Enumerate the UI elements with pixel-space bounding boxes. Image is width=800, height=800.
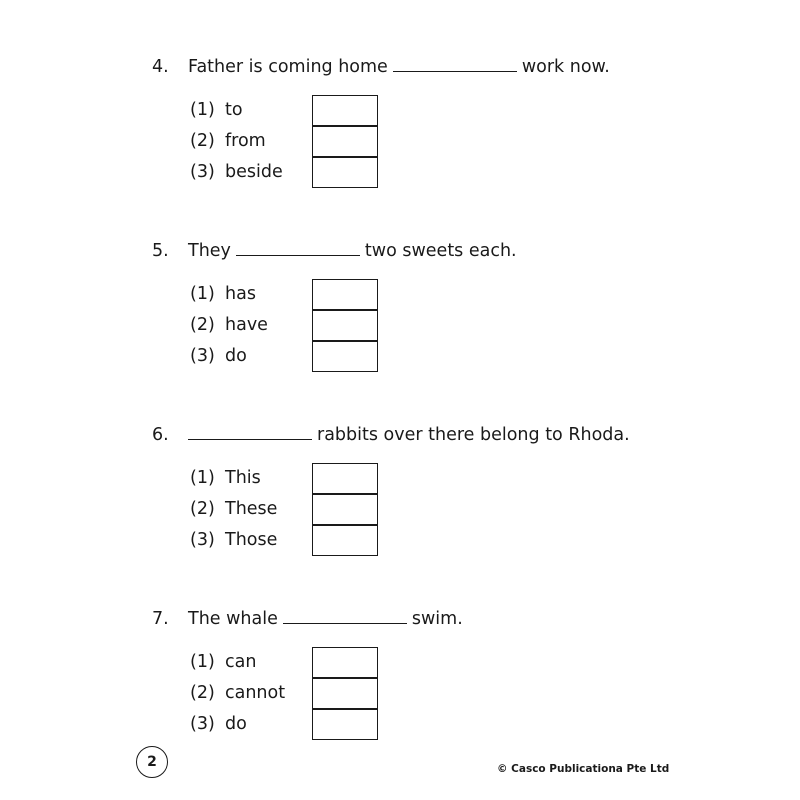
page-number: 2 [136, 746, 168, 778]
question-stem [152, 421, 752, 447]
option-label: (3) [190, 162, 215, 182]
answer-box[interactable] [312, 126, 378, 157]
option-label: (2) [190, 315, 215, 335]
stem-text-before: The whale [188, 609, 278, 629]
option-label: (3) [190, 714, 215, 734]
answer-box[interactable] [312, 494, 378, 525]
option-text: has [225, 284, 256, 304]
option [190, 463, 261, 494]
question-number: 6. [152, 425, 169, 445]
stem-text-after: rabbits over there belong to Rhoda. [317, 425, 630, 445]
option-label: (3) [190, 530, 215, 550]
stem-text-before: Father is coming home [188, 57, 388, 77]
answer-blank [236, 237, 360, 256]
answer-blank [393, 53, 517, 72]
option-text: This [225, 468, 261, 488]
option-label: (1) [190, 468, 215, 488]
option-text: beside [225, 162, 283, 182]
option-text: from [225, 131, 266, 151]
option [190, 647, 256, 678]
option-text: have [225, 315, 268, 335]
question-number: 4. [152, 57, 169, 77]
option [190, 709, 247, 740]
option-label: (1) [190, 284, 215, 304]
stem-text-before: They [188, 241, 231, 261]
stem-text-after: two sweets each. [364, 241, 517, 261]
answer-box[interactable] [312, 157, 378, 188]
option [190, 494, 277, 525]
option-label: (1) [190, 100, 215, 120]
option-text: can [225, 652, 257, 672]
option-label: (2) [190, 683, 215, 703]
options-list [152, 279, 752, 375]
answer-box[interactable] [312, 525, 378, 556]
answer-box[interactable] [312, 279, 378, 310]
option-label: (3) [190, 346, 215, 366]
options-list [152, 95, 752, 191]
question-stem [152, 237, 752, 263]
option [190, 341, 247, 372]
option [190, 157, 283, 188]
option [190, 678, 285, 709]
answer-box[interactable] [312, 678, 378, 709]
answer-box[interactable] [312, 647, 378, 678]
question-4 [152, 53, 752, 191]
option-label: (2) [190, 499, 215, 519]
answer-box[interactable] [312, 95, 378, 126]
question-stem [152, 605, 752, 631]
option [190, 126, 266, 157]
option-text: do [225, 346, 247, 366]
answer-box[interactable] [312, 310, 378, 341]
option-text: cannot [225, 683, 286, 703]
stem-text-after: work now. [521, 57, 610, 77]
copyright-notice: © Casco Publicationa Pte Ltd [497, 763, 670, 775]
answer-blank [283, 605, 407, 624]
answer-blank [188, 421, 312, 440]
question-5 [152, 237, 752, 375]
question-number: 7. [152, 609, 169, 629]
answer-box[interactable] [312, 463, 378, 494]
options-list [152, 647, 752, 743]
answer-box[interactable] [312, 341, 378, 372]
option-text: to [225, 100, 243, 120]
answer-box[interactable] [312, 709, 378, 740]
question-number: 5. [152, 241, 169, 261]
question-6 [152, 421, 752, 559]
option-label: (2) [190, 131, 215, 151]
stem-text-after: swim. [411, 609, 463, 629]
option [190, 95, 243, 126]
option [190, 310, 268, 341]
option-text: These [225, 499, 278, 519]
question-7 [152, 605, 752, 743]
option [190, 279, 256, 310]
options-list [152, 463, 752, 559]
option-text: Those [225, 530, 278, 550]
option [190, 525, 277, 556]
option-label: (1) [190, 652, 215, 672]
option-text: do [225, 714, 247, 734]
question-stem [152, 53, 752, 79]
